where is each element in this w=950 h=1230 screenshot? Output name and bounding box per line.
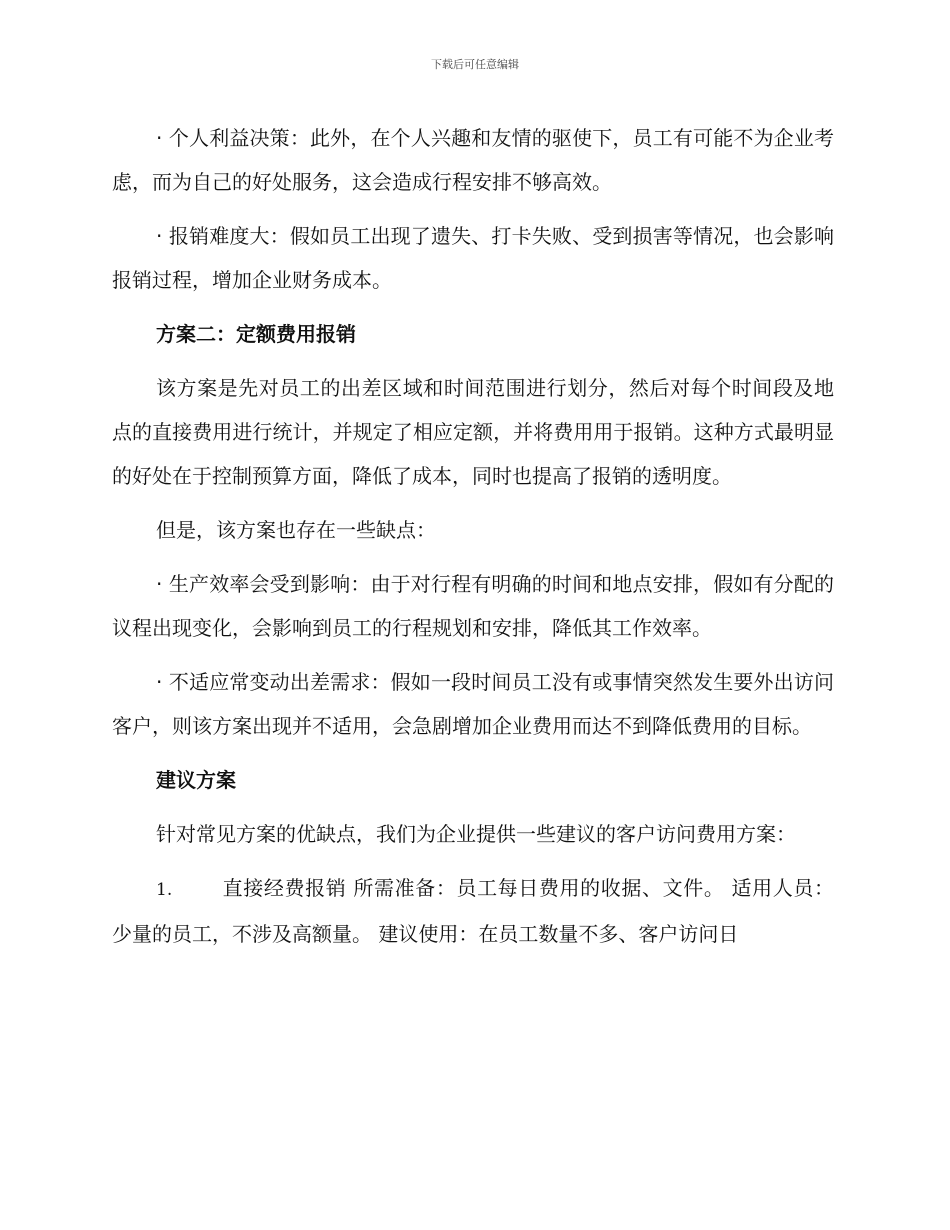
- paragraph-suggestion-intro: 针对常见方案的优缺点，我们为企业提供一些建议的客户访问费用方案：: [156, 822, 796, 846]
- list-item-text: 直接经费报销 所需准备：员工每日费用的收据、文件。 适用人员：少量的员工，不涉及高额量。 建议使用：在员工数量不多、客户访问日: [112, 876, 834, 946]
- paragraph-drawbacks-intro: 但是，该方案也存在一些缺点：: [156, 518, 436, 542]
- document-body: [112, 116, 834, 956]
- heading-suggested-plan: 建议方案: [156, 768, 236, 792]
- list-item-direct-reimbursement: [112, 866, 834, 956]
- paragraph-personal-interest: · 个人利益决策：此外，在个人兴趣和友情的驱使下，员工有可能不为企业考虑，而为自己的好处服务，这会造成行程安排不够高效。: [112, 126, 834, 194]
- list-item-number: 1.: [156, 880, 173, 900]
- page-header: 下载后可任意编辑: [431, 58, 519, 71]
- paragraph-plan-two-description: 该方案是先对员工的出差区域和时间范围进行划分，然后对每个时间段及地点的直接费用进行统计，并规定了相应定额，并将费用用于报销。这种方式最明显的好处在于控制预算方面，降低了成本，同时也提高了报销的透明度。: [112, 376, 834, 488]
- paragraph-efficiency-impact: · 生产效率会受到影响：由于对行程有明确的时间和地点安排，假如有分配的议程出现变化，会影响到员工的行程规划和安排，降低其工作效率。: [112, 572, 834, 640]
- heading-plan-two: 方案二：定额费用报销: [156, 322, 356, 346]
- paragraph-reimbursement-difficulty: · 报销难度大：假如员工出现了遗失、打卡失败、受到损害等情况，也会影响报销过程，增加企业财务成本。: [112, 224, 834, 292]
- paragraph-changing-needs: · 不适应常变动出差需求：假如一段时间员工没有或事情突然发生要外出访问客户，则该方案出现并不适用，会急剧增加企业费用而达不到降低费用的目标。: [112, 670, 834, 738]
